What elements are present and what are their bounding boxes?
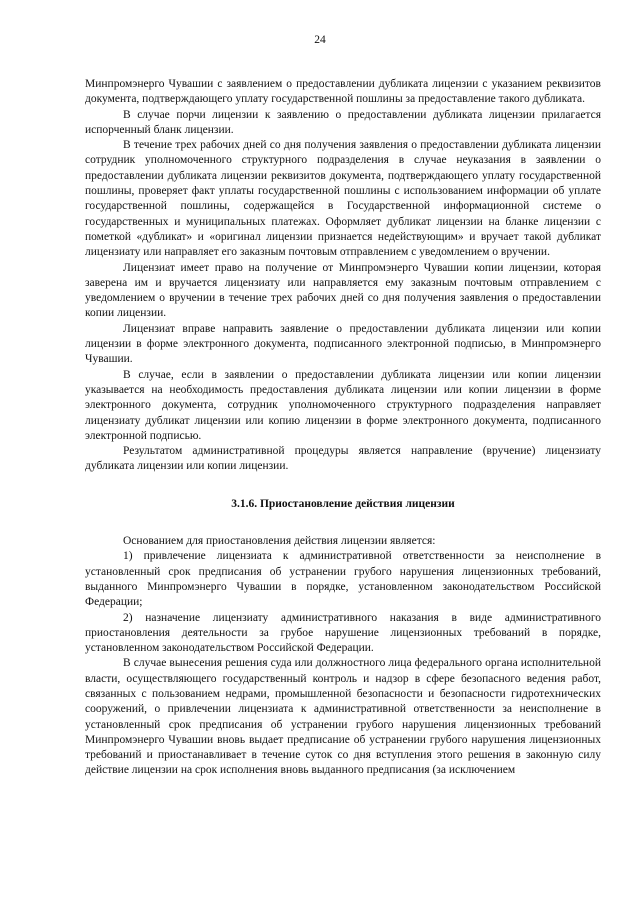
paragraph: Результатом административной процедуры является направление (вручение) лицензиату дубликата лицензии или копии лицензии. xyxy=(85,445,601,473)
section-heading: 3.1.6. Приостановление действия лицензии xyxy=(231,497,455,510)
paragraph: Лицензиат вправе направить заявление о предоставлении дубликата лицензии или копии лицензии в форме электронного документа, подписанного электронной подписью, в Минпромэнерго Чувашии. xyxy=(85,322,601,366)
page-number: 24 xyxy=(314,34,326,46)
paragraph: В случае порчи лицензии к заявлению о предоставлении дубликата лицензии прилагается испорченный бланк лицензии. xyxy=(85,108,601,136)
page-body xyxy=(85,77,601,779)
paragraph: В течение трех рабочих дней со дня получения заявления о предоставлении дубликата лицензии сотрудник уполномоченного структурного подразделения в случае неуказания в заявлении о предоставлении дубликата лицензии реквизитов документа, подтверждающего уплату государственной пошлины, проверяет факт уплаты государственной пошлины с использованием информации об уплате государственной пошлины, содержащейся в Государственной информационной системе о государственных и муниципальных платежах. Оформляет дубликат лицензии на бланке лицензии с пометкой «дубликат» и «оригинал лицензии признается недействующим» и вручает такой дубликат лицензиату или направляет его заказным почтовым отправлением с уведомлением о вручении. xyxy=(85,139,601,259)
paragraph: 2) назначение лицензиату административного наказания в виде административного приостановления деятельности за грубое нарушение лицензионных требований в порядке, установленном законодательством Российской Федерации. xyxy=(85,611,601,655)
paragraph: Основанием для приостановления действия лицензии является: xyxy=(123,535,436,548)
paragraph: Лицензиат имеет право на получение от Минпромэнерго Чувашии копии лицензии, которая заверена им и вручается лицензиату или направляется ему заказным почтовым отправлением с уведомлением о вручении в течение трех рабочих дней со дня получения заявления о предоставлении копии лицензии. xyxy=(85,261,601,320)
paragraph: 1) привлечение лицензиата к административной ответственности за неисполнение в установленный срок предписания об устранении грубого нарушения лицензионных требований, выданного Минпромэнерго Чувашии в порядке, установленном законодательством Российской Федерации; xyxy=(85,550,601,609)
paragraph: Минпромэнерго Чувашии с заявлением о предоставлении дубликата лицензии с указанием реквизитов документа, подтверждающего уплату государственной пошлины за предоставление такого дубликата. xyxy=(85,78,601,106)
paragraph: В случае вынесения решения суда или должностного лица федерального органа исполнительной власти, осуществляющего государственный контроль и надзор в сфере безопасного ведения работ, связанных с пользованием недрами, промышленной безопасности и безопасности гидротехнических сооружений, о привлечении лицензиата к административной ответственности за неисполнение в установленный срок предписания об устранении грубого нарушения лицензионных требований Минпромэнерго Чувашии вновь выдает предписание об устранении грубого нарушения лицензионных требований и приостанавливает в течение суток со дня вступления этого решения в законную силу действие лицензии на срок исполнения вновь выданного предписания (за исключением xyxy=(85,657,601,777)
paragraph: В случае, если в заявлении о предоставлении дубликата лицензии или копии лицензии указывается на необходимость предоставления дубликата лицензии или копии лицензии в форме электронного документа, сотрудник уполномоченного структурного подразделения направляет лицензиату дубликат лицензии или копию лицензии в форме электронного документа, подписанного электронной подписью. xyxy=(85,368,601,442)
